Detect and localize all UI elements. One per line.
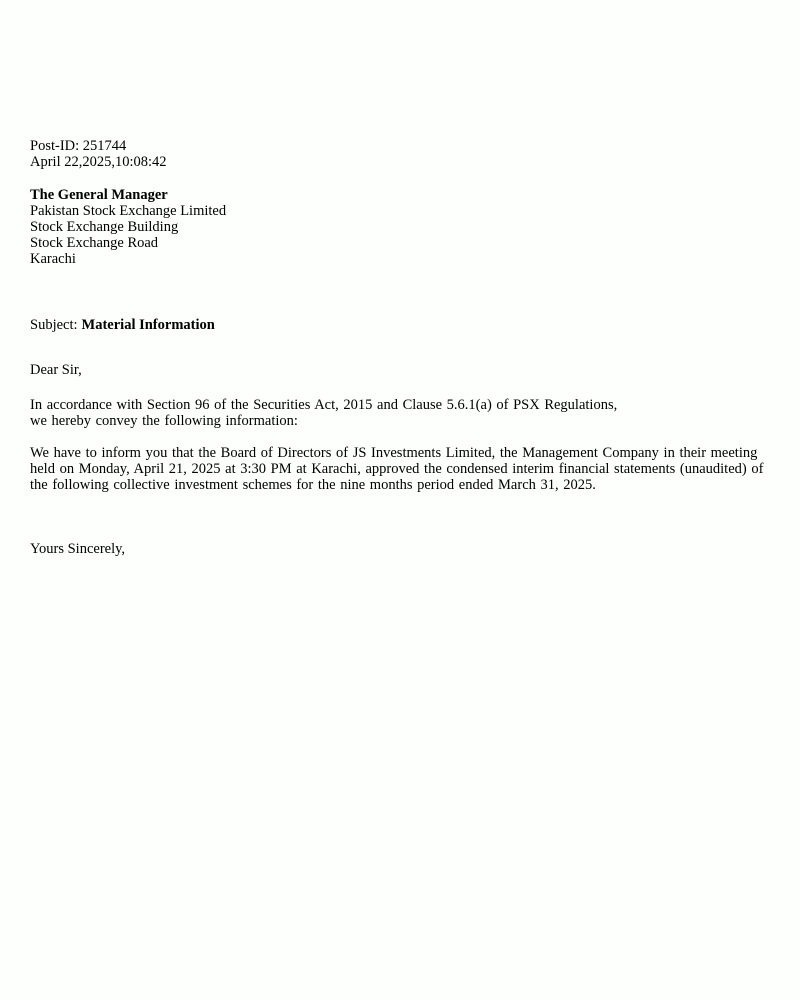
subject-label: Subject: [30,317,78,333]
paragraph-line: We have to inform you that the Board of Directors of JS Investments Limited, the Management Company in their meeting [30,445,758,461]
subject-value: Material Information [81,317,215,333]
paragraph-regulations [30,397,792,429]
closing: Yours Sincerely, [30,541,126,557]
paragraph-line: we hereby convey the following information: [30,413,298,429]
recipient-address [30,187,226,267]
post-id: Post-ID: 251744 [30,138,127,154]
address-line: Karachi [30,251,76,267]
paragraph-line: In accordance with Section 96 of the Securities Act, 2015 and Clause 5.6.1(a) of PSX Regulations, [30,397,618,413]
salutation: Dear Sir, [30,362,82,378]
paragraph-line: the following collective investment schemes for the nine months period ended March 31, 2025. [30,477,596,493]
address-line: Stock Exchange Road [30,235,159,251]
paragraph-line: held on Monday, April 21, 2025 at 3:30 PM at Karachi, approved the condensed interim financial statements (unaudited) of [30,461,764,477]
address-line: Pakistan Stock Exchange Limited [30,203,227,219]
recipient-name: The General Manager [30,187,168,203]
post-timestamp: April 22,2025,10:08:42 [30,154,167,170]
subject-line [30,317,215,333]
address-line: Stock Exchange Building [30,219,179,235]
paragraph-announcement [30,445,792,493]
post-meta [30,138,167,170]
